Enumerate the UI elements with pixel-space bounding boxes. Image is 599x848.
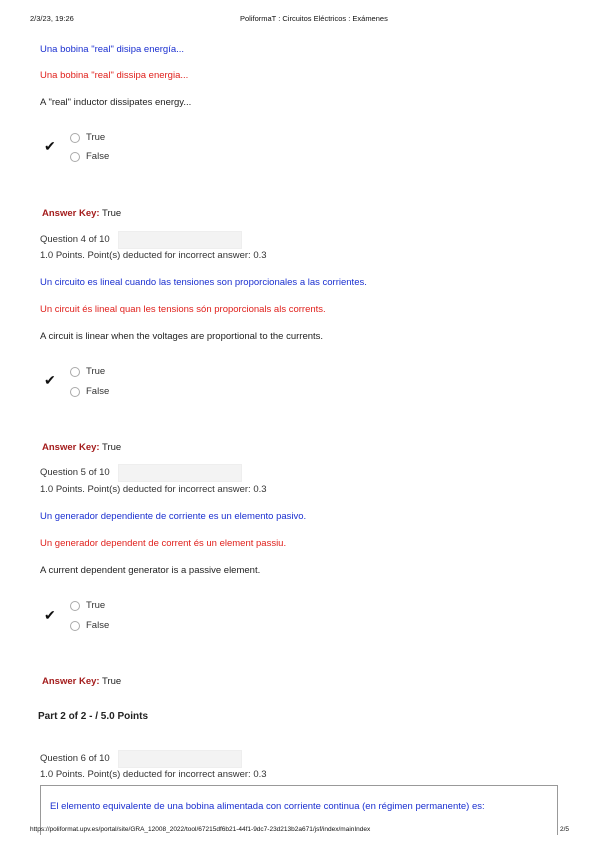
- question-text-es: Un circuito es lineal cuando las tensiones son proporcionales a las corrientes.: [40, 277, 367, 288]
- question-points: 1.0 Points. Point(s) deducted for incorrect answer: 0.3: [40, 769, 267, 780]
- print-url: https://poliformat.upv.es/portal/site/GRA_12008_2022/tool/67215df6b21-44f1-9dc7-23d213b2a671/jsf/index/mainIndex: [30, 826, 371, 833]
- radio-icon[interactable]: [70, 367, 80, 377]
- option-false[interactable]: [70, 386, 109, 397]
- option-false[interactable]: [70, 620, 109, 631]
- question-points: 1.0 Points. Point(s) deducted for incorrect answer: 0.3: [40, 484, 267, 495]
- question-text-en: A "real" inductor dissipates energy...: [40, 97, 192, 108]
- option-label: False: [86, 620, 110, 631]
- option-label: False: [86, 151, 110, 162]
- question-text-ca: Un circuit és lineal quan les tensions són proporcionals als corrents.: [40, 304, 326, 315]
- radio-icon[interactable]: [70, 601, 80, 611]
- answer-key-value: True: [102, 208, 122, 219]
- radio-icon[interactable]: [70, 387, 80, 397]
- option-true[interactable]: [70, 366, 105, 377]
- question-number-box: [118, 750, 242, 768]
- checkmark-icon: ✔: [44, 372, 56, 388]
- option-label: True: [86, 366, 106, 377]
- checkmark-icon: ✔: [44, 607, 56, 623]
- question-number-box: [118, 464, 242, 482]
- option-true[interactable]: [70, 132, 105, 143]
- question-text-ca: Una bobina "real" dissipa energia...: [40, 70, 189, 81]
- question-number: Question 4 of 10: [40, 234, 110, 245]
- question-text-es: Un generador dependiente de corriente es un elemento pasivo.: [40, 511, 307, 522]
- print-page-number: 2/5: [560, 826, 570, 833]
- checkmark-icon: ✔: [44, 138, 56, 154]
- answer-key-label: Answer Key:: [42, 676, 100, 687]
- option-label: True: [86, 600, 106, 611]
- option-true[interactable]: [70, 600, 105, 611]
- print-datetime: 2/3/23, 19:26: [30, 14, 74, 23]
- print-page-title: PoliformaT : Circuitos Eléctricos : Exámenes: [240, 14, 388, 23]
- question-number-box: [118, 231, 242, 249]
- option-label: False: [86, 386, 110, 397]
- radio-icon[interactable]: [70, 133, 80, 143]
- answer-key: [42, 676, 121, 687]
- part-title: Part 2 of 2 - / 5.0 Points: [38, 711, 149, 722]
- option-false[interactable]: [70, 151, 109, 162]
- question-text-en: A current dependent generator is a passive element.: [40, 565, 261, 576]
- radio-icon[interactable]: [70, 152, 80, 162]
- answer-key: [42, 208, 121, 219]
- answer-key-value: True: [102, 442, 122, 453]
- question-number: Question 6 of 10: [40, 753, 110, 764]
- question-number: Question 5 of 10: [40, 467, 110, 478]
- question-points: 1.0 Points. Point(s) deducted for incorrect answer: 0.3: [40, 250, 267, 261]
- question-text-es: Una bobina "real" disipa energía...: [40, 44, 185, 55]
- question-text-es: El elemento equivalente de una bobina alimentada con corriente continua (en régimen permanente) es:: [50, 801, 485, 812]
- option-label: True: [86, 132, 106, 143]
- answer-key-label: Answer Key:: [42, 208, 100, 219]
- answer-key-label: Answer Key:: [42, 442, 100, 453]
- answer-key: [42, 442, 121, 453]
- question-text-ca: Un generador dependent de corrent és un element passiu.: [40, 538, 287, 549]
- radio-icon[interactable]: [70, 621, 80, 631]
- question-text-en: A circuit is linear when the voltages are proportional to the currents.: [40, 331, 324, 342]
- answer-key-value: True: [102, 676, 122, 687]
